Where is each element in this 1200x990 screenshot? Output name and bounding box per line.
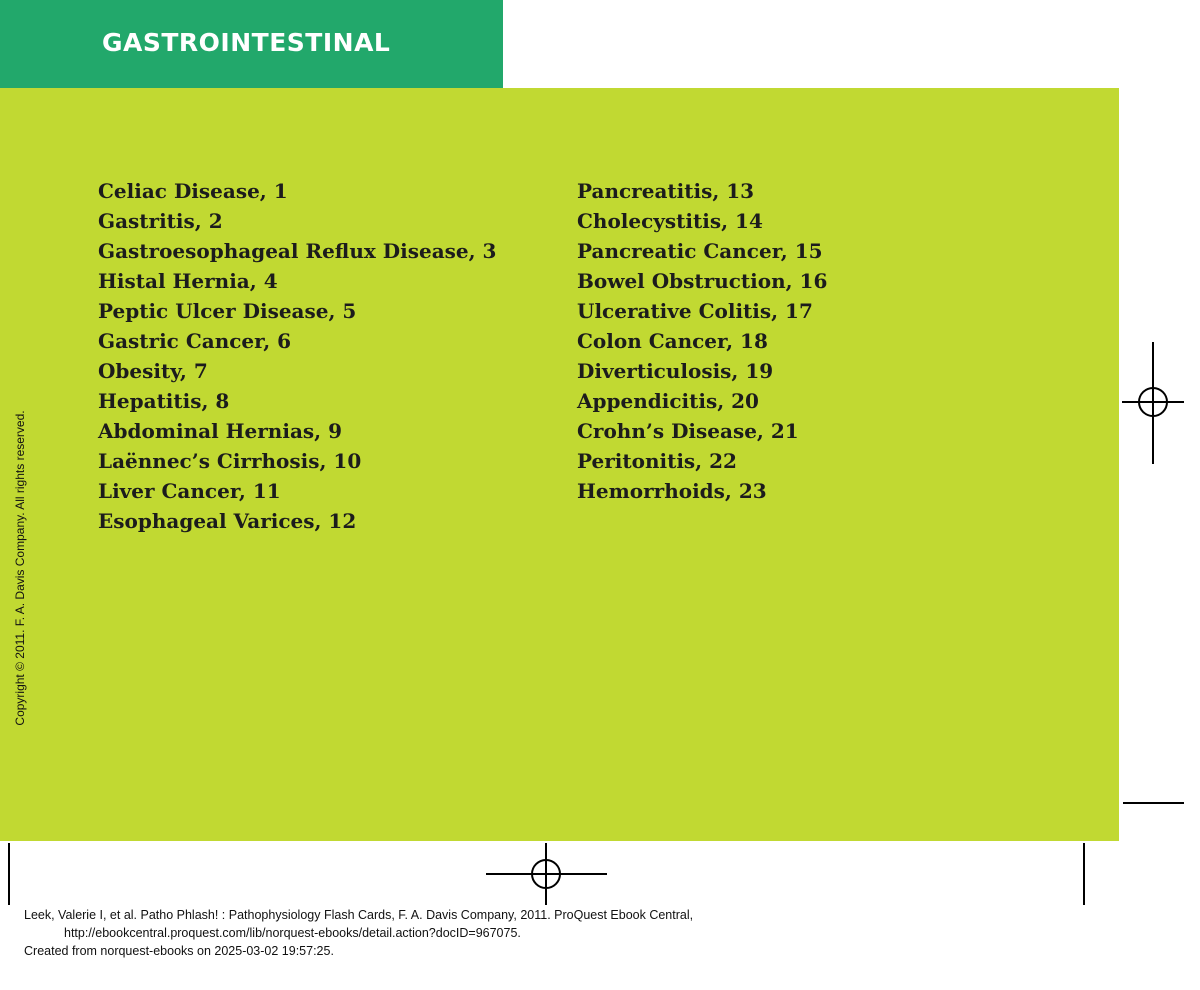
contents-item: Esophageal Varices, 12 (98, 509, 357, 533)
copyright-text: Copyright © 2011. F. A. Davis Company. All rights reserved. (13, 410, 27, 726)
contents-item: Appendicitis, 20 (577, 389, 759, 413)
contents-item: Crohn’s Disease, 21 (577, 419, 799, 443)
section-title: GASTROINTESTINAL (102, 28, 391, 57)
citation-link[interactable]: http://ebookcentral.proquest.com/lib/norquest-ebooks/detail.action?docID=967075. (64, 926, 521, 940)
crop-mark (1083, 843, 1085, 905)
contents-item: Diverticulosis, 19 (577, 359, 774, 383)
citation-footer (24, 906, 693, 960)
contents-item: Colon Cancer, 18 (577, 329, 768, 353)
contents-item: Hemorrhoids, 23 (577, 479, 767, 503)
contents-right-column (577, 176, 827, 506)
contents-item: Gastric Cancer, 6 (98, 329, 292, 353)
contents-item: Peptic Ulcer Disease, 5 (98, 299, 357, 323)
contents-item: Liver Cancer, 11 (98, 479, 281, 503)
contents-item: Gastritis, 2 (98, 209, 223, 233)
contents-item: Gastroesophageal Reflux Disease, 3 (98, 239, 497, 263)
contents-item: Cholecystitis, 14 (577, 209, 763, 233)
contents-item: Abdominal Hernias, 9 (98, 419, 343, 443)
registration-mark-icon (1122, 342, 1184, 464)
contents-item: Histal Hernia, 4 (98, 269, 278, 293)
registration-mark-icon (486, 843, 607, 905)
contents-item: Pancreatic Cancer, 15 (577, 239, 823, 263)
contents-item: Laënnec’s Cirrhosis, 10 (98, 449, 362, 473)
contents-item: Celiac Disease, 1 (98, 179, 288, 203)
contents-item: Hepatitis, 8 (98, 389, 230, 413)
contents-item: Obesity, 7 (98, 359, 208, 383)
contents-left-column (98, 176, 496, 536)
contents-item: Pancreatitis, 13 (577, 179, 755, 203)
crop-mark (1123, 802, 1184, 804)
contents-item: Peritonitis, 22 (577, 449, 737, 473)
section-tab (0, 0, 503, 88)
contents-item: Ulcerative Colitis, 17 (577, 299, 813, 323)
crop-mark (8, 843, 10, 905)
citation-line: Leek, Valerie I, et al. Patho Phlash! : Pathophysiology Flash Cards, F. A. Davis Company, 2011. ProQuest Ebook Central, (24, 908, 694, 922)
citation-line: Created from norquest-ebooks on 2025-03-02 19:57:25. (24, 944, 334, 958)
contents-item: Bowel Obstruction, 16 (577, 269, 828, 293)
